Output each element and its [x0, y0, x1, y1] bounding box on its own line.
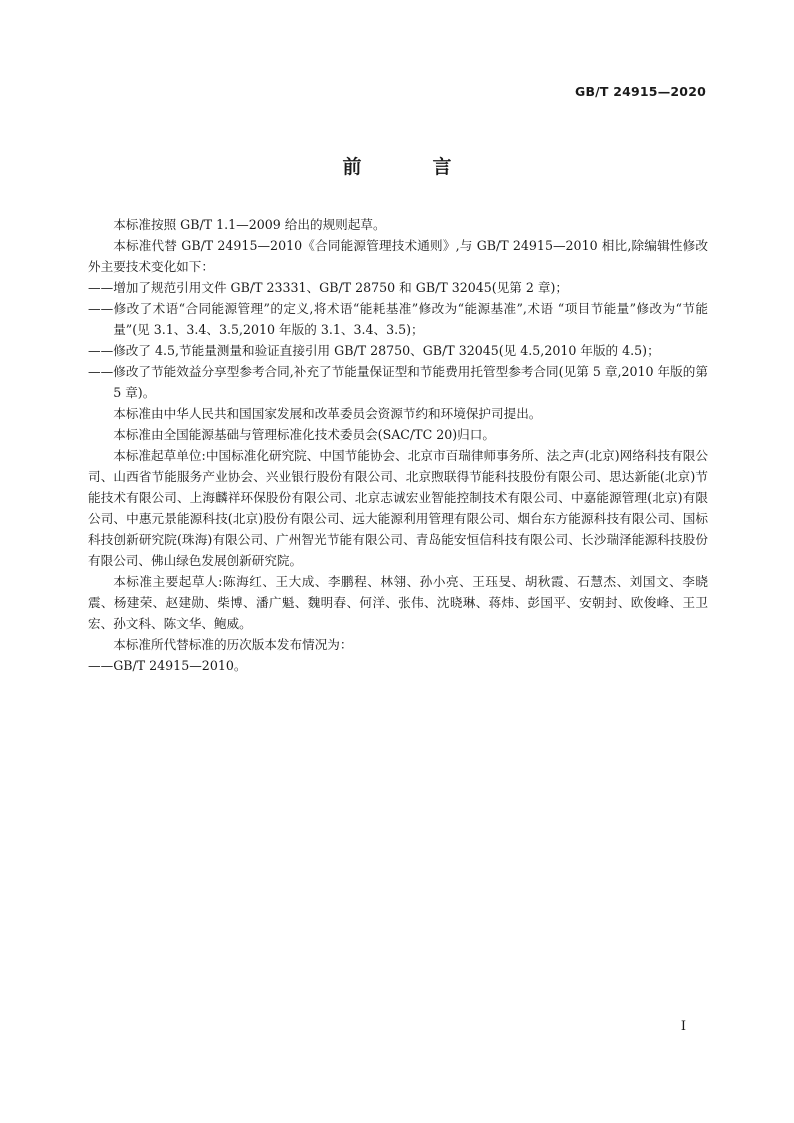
- paragraph-centralized-by: 本标准由全国能源基础与管理标准化技术委员会(SAC/TC 20)归口。: [113, 427, 495, 442]
- history-item-text: ——GB/T 24915—2010。: [88, 658, 247, 673]
- change-item-terms: [88, 298, 708, 340]
- change-item-contracts: [88, 361, 708, 403]
- document-body: [88, 214, 708, 676]
- change-item-text: ——增加了规范引用文件 GB/T 23331、GB/T 28750 和 GB/T 32045(见第 2 章)；: [88, 280, 569, 295]
- paragraph-drafters: 本标准主要起草人:陈海红、王大成、李鹏程、林翎、孙小亮、王珏旻、胡秋霞、石慧杰、刘国文、李晓震、杨建荣、赵建勋、柴博、潘广魁、魏明春、何洋、张伟、沈晓琳、蒋炜、彭国平、安朝封、欧俊峰、王卫宏、孙文科、陈文华、鲍威。: [88, 574, 708, 631]
- paragraph-replaces: 本标准代替 GB/T 24915—2010《合同能源管理技术通则》,与 GB/T 24915—2010 相比,除编辑性修改外主要技术变化如下：: [88, 238, 708, 274]
- standard-number: GB/T 24915—2020: [574, 84, 706, 99]
- change-item-text: ——修改了节能效益分享型参考合同,补充了节能量保证型和节能费用托管型参考合同(见第 5 章,2010 年版的第 5 章)。: [88, 364, 708, 400]
- paragraph-drafting-units: 本标准起草单位:中国标准化研究院、中国节能协会、北京市百瑞律师事务所、法之声(北京)网络科技有限公司、山西省节能服务产业协会、兴业银行股份有限公司、北京煦联得节能科技股份有限公司、思达新能(北京)节能技术有限公司、上海麟祥环保股份有限公司、北京志诚宏业智能控制技术有限公司、中嘉能源管理(北京)有限公司、中惠元景能源科技(北京)股份有限公司、远大能源利用管理有限公司、烟台东方能源科技有限公司、国标科技创新研究院(珠海)有限公司、广州智光节能有限公司、青岛能安恒信科技有限公司、长沙瑞泽能源科技股份有限公司、佛山绿色发展创新研究院。: [88, 448, 708, 568]
- paragraph-history: 本标准所代替标准的历次版本发布情况为：: [113, 637, 353, 652]
- change-item-references: [88, 277, 708, 298]
- page-title: 前 言: [342, 156, 478, 178]
- paragraph-drafting-rules: 本标准按照 GB/T 1.1—2009 给出的规则起草。: [113, 217, 386, 232]
- change-item-measurement: [88, 340, 708, 361]
- page-number: I: [680, 1019, 686, 1034]
- history-item: [88, 655, 708, 676]
- change-item-text: ——修改了术语“合同能源管理”的定义,将术语“能耗基准”修改为“能源基准”,术语 “项目节能量”修改为“节能量”(见 3.1、3.4、3.5,2010 年版的 3.1、3.4、3.5)；: [88, 301, 708, 337]
- change-item-text: ——修改了 4.5,节能量测量和验证直接引用 GB/T 28750、GB/T 32045(见 4.5,2010 年版的 4.5)；: [88, 343, 660, 358]
- paragraph-proposed-by: 本标准由中华人民共和国国家发展和改革委员会资源节约和环境保护司提出。: [113, 406, 542, 421]
